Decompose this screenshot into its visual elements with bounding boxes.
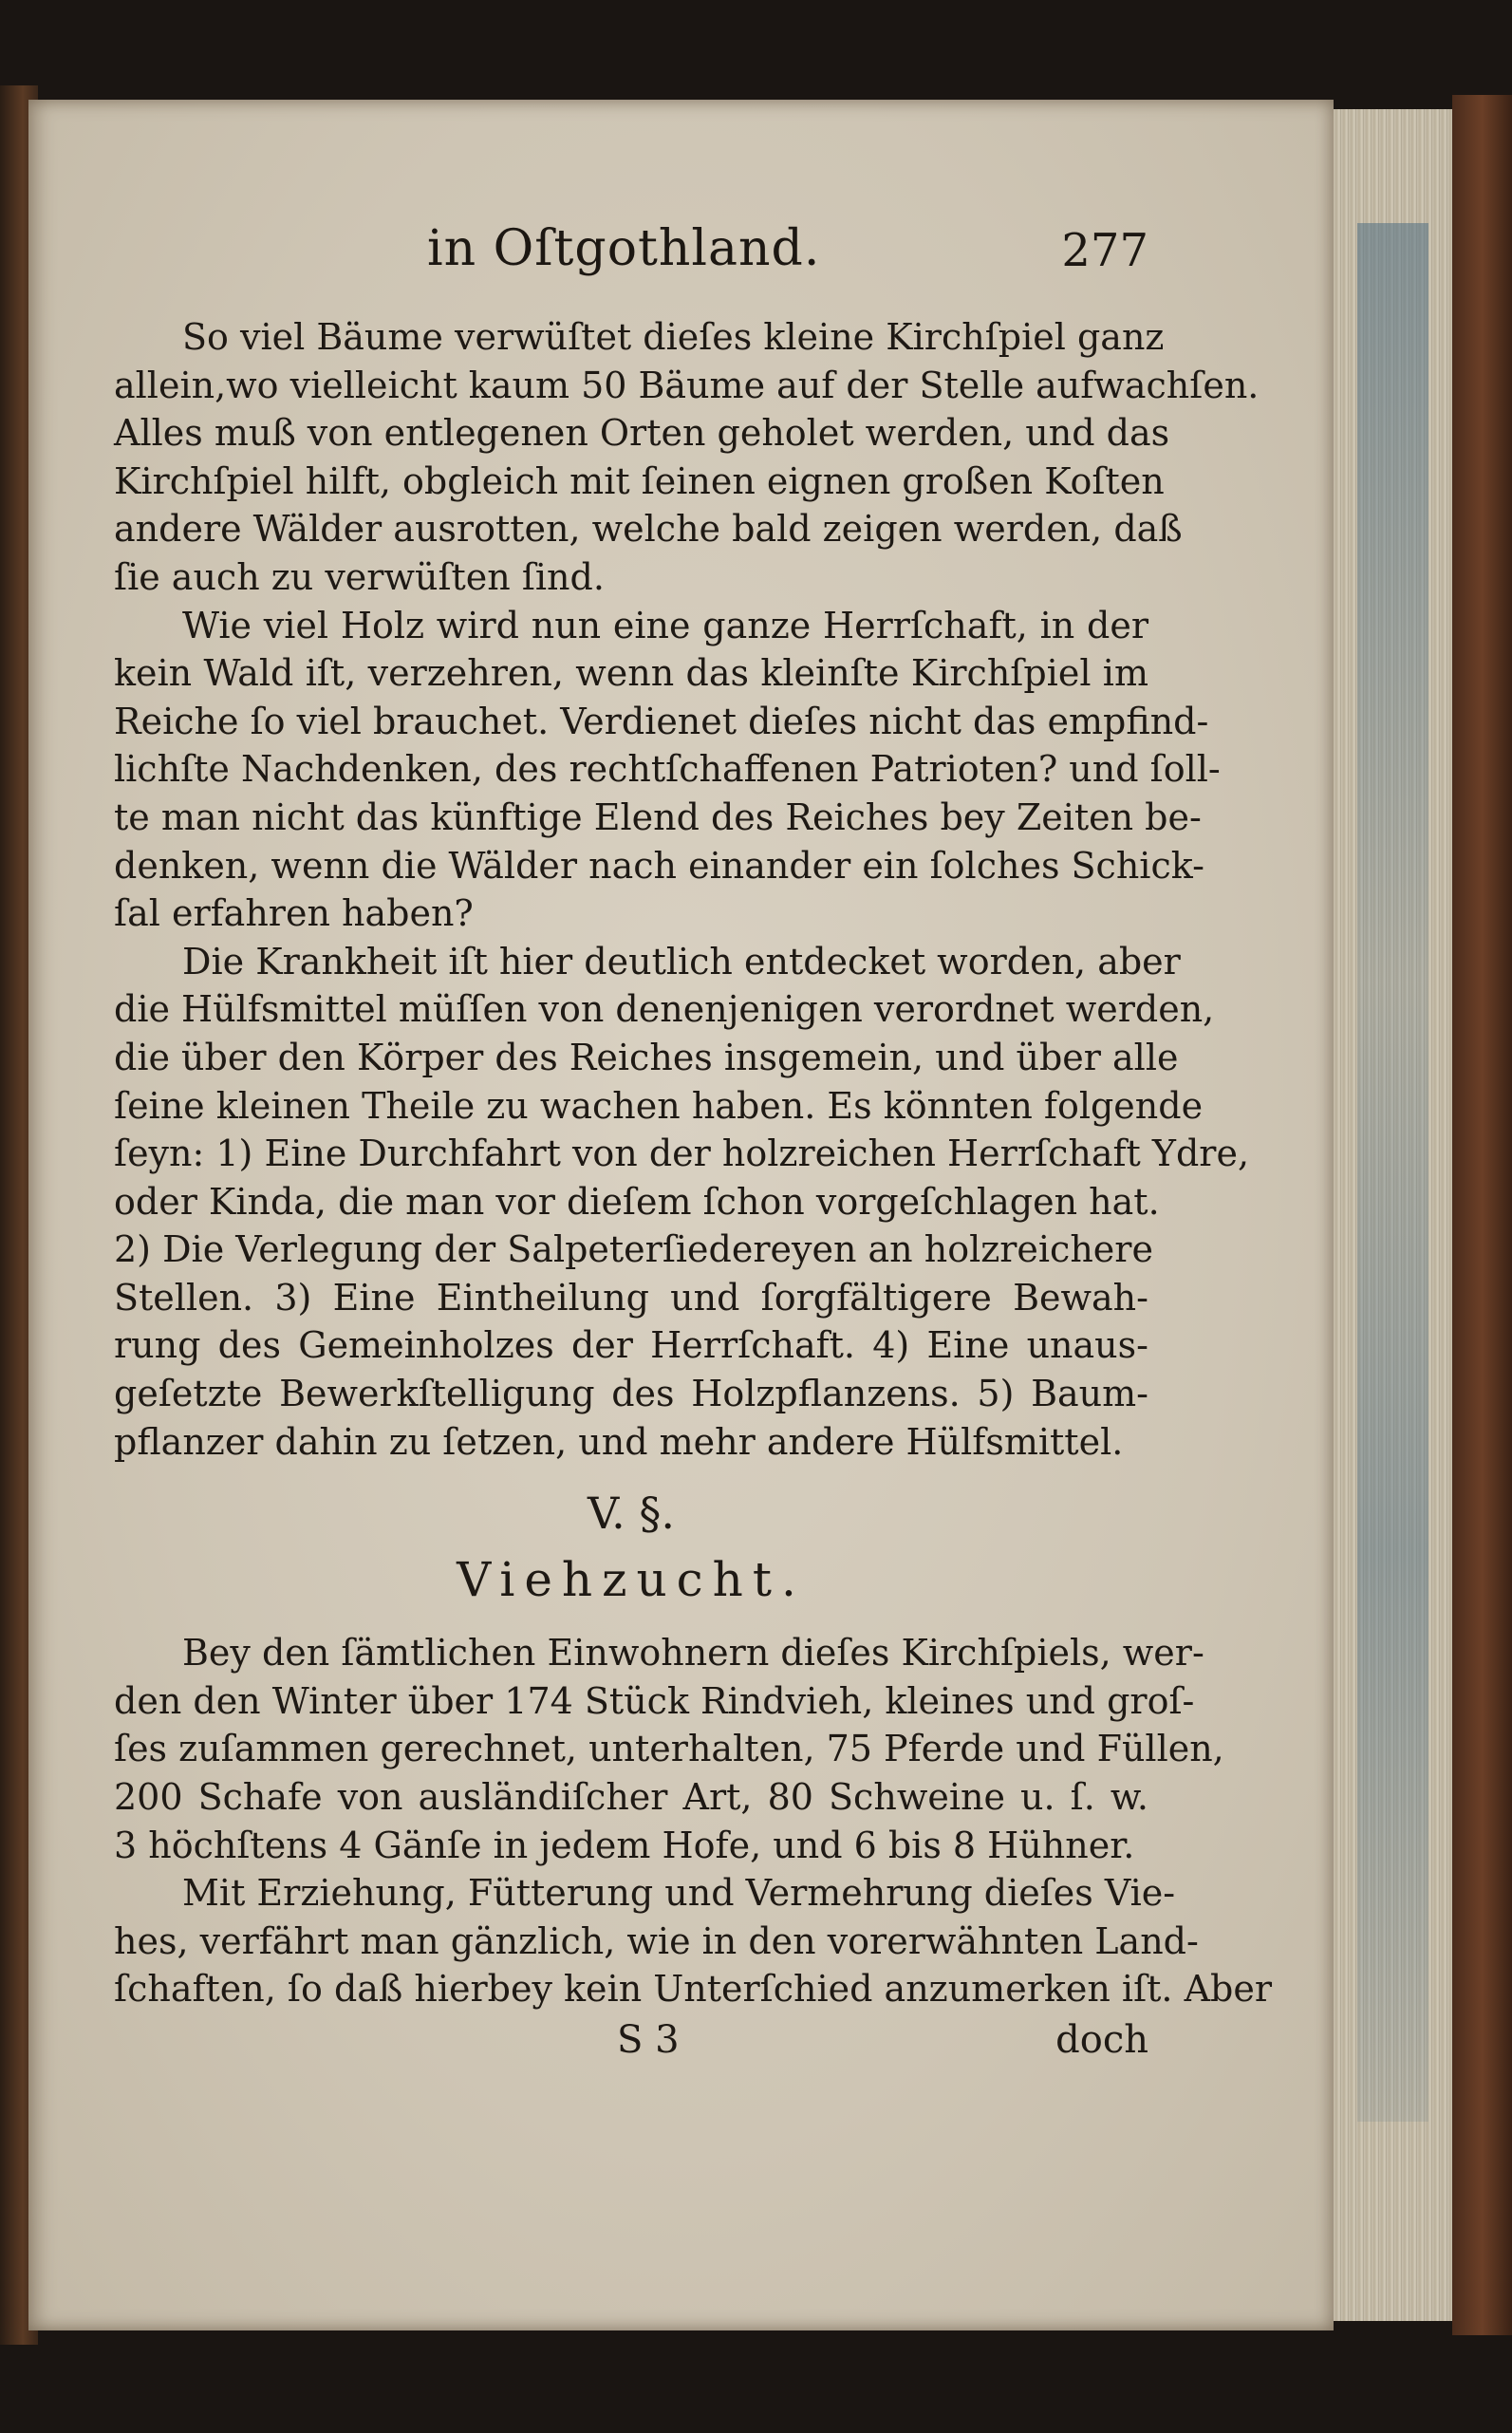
- text-line: ſeyn: 1) Eine Durchfahrt von der holzreichen Herrſchaft Ydre,: [114, 1132, 1250, 1175]
- edge-stain: [1357, 223, 1428, 2122]
- section-title: Viehzucht.: [457, 1552, 806, 1608]
- text-line: 200 Schafe von ausländiſcher Art, 80 Schweine u. ſ. w.: [114, 1776, 1148, 1819]
- text-line: ſal erfahren haben?: [114, 892, 474, 935]
- book-cover-right: [1452, 95, 1512, 2335]
- body-text: [114, 313, 1272, 2067]
- paragraph-3: [114, 938, 1250, 1467]
- page-fore-edge: [1334, 109, 1457, 2321]
- text-line: Mit Erziehung, Fütterung und Vermehrung dieſes Vie-: [182, 1872, 1176, 1915]
- section-number: V. §.: [587, 1488, 676, 1540]
- text-line: hes, verfährt man gänzlich, wie in den vorerwähnten Land-: [114, 1919, 1199, 1962]
- text-line: 2) Die Verlegung der Salpeterſiedereyen an holzreichere: [114, 1228, 1153, 1271]
- text-line: Stellen. 3) Eine Eintheilung und ſorgfältigere Bewah-: [114, 1276, 1148, 1319]
- signature-mark: S 3: [617, 2018, 680, 2062]
- text-line: die über den Körper des Reiches insgemein, und über alle: [114, 1036, 1179, 1078]
- text-line: andere Wälder ausrotten, welche bald zeigen werden, daß: [114, 508, 1183, 551]
- page-header: [114, 220, 1148, 289]
- catchword: doch: [1055, 2018, 1148, 2062]
- text-line: Kirchſpiel hilft, obgleich mit ſeinen eignen großen Koſten: [114, 459, 1165, 502]
- page-footer: [114, 2013, 1148, 2067]
- paragraph-1: [114, 313, 1260, 602]
- text-line: lichſte Nachdenken, des rechtſchaffenen Patrioten? und ſoll-: [114, 748, 1221, 791]
- text-line: ſes zuſammen gerechnet, unterhalten, 75 Pferde und Füllen,: [114, 1728, 1224, 1770]
- text-line: So viel Bäume verwüſtet dieſes kleine Kirchſpiel ganz: [182, 316, 1165, 358]
- text-line: allein,wo vielleicht kaum 50 Bäume auf der Stelle aufwachſen.: [114, 364, 1260, 406]
- text-line: pflanzer dahin zu ſetzen, und mehr andere Hülfsmittel.: [114, 1420, 1124, 1463]
- text-line: Bey den ſämtlichen Einwohnern dieſes Kirchſpiels, wer-: [182, 1632, 1204, 1675]
- text-line: rung des Gemeinholzes der Herrſchaft. 4) Eine unaus-: [114, 1324, 1148, 1367]
- text-line: ſeine kleinen Theile zu wachen haben. Es könnten folgende: [114, 1084, 1204, 1127]
- running-title: in Oſtgothland.: [427, 220, 821, 277]
- paragraph-2: [114, 602, 1221, 938]
- text-line: te man nicht das künftige Elend des Reiches bey Zeiten be-: [114, 795, 1202, 838]
- text-line: oder Kinda, die man vor dieſem ſchon vorgeſchlagen hat.: [114, 1180, 1160, 1223]
- text-line: geſetzte Bewerkſtelligung des Holzpflanzens. 5) Baum-: [114, 1373, 1148, 1415]
- text-line: Wie viel Holz wird nun eine ganze Herrſchaft, in der: [182, 604, 1148, 646]
- text-line: den den Winter über 174 Stück Rindvieh, kleines und groſ-: [114, 1679, 1195, 1722]
- paragraph-4: [114, 1629, 1224, 1869]
- text-line: kein Wald iſt, verzehren, wenn das kleinſte Kirchſpiel im: [114, 652, 1148, 695]
- text-line: 3 höchſtens 4 Gänſe in jedem Hofe, und 6 bis 8 Hühner.: [114, 1824, 1135, 1866]
- text-line: ſchaften, ſo daß hierbey kein Unterſchied anzumerken iſt. Aber: [114, 1968, 1272, 2011]
- text-line: die Hülfsmittel müſſen von denenjenigen verordnet werden,: [114, 988, 1215, 1031]
- page-number: 277: [1061, 224, 1148, 277]
- paragraph-5: [114, 1869, 1272, 2013]
- text-line: ſie auch zu verwüſten ſind.: [114, 555, 605, 598]
- text-line: denken, wenn die Wälder nach einander ein ſolches Schick-: [114, 844, 1204, 887]
- text-line: Reiche ſo viel brauchet. Verdienet dieſes nicht das empfind-: [114, 700, 1209, 742]
- text-line: Die Krankheit iſt hier deutlich entdecket worden, aber: [182, 940, 1181, 983]
- text-line: Alles muß von entlegenen Orten geholet werden, und das: [114, 412, 1170, 455]
